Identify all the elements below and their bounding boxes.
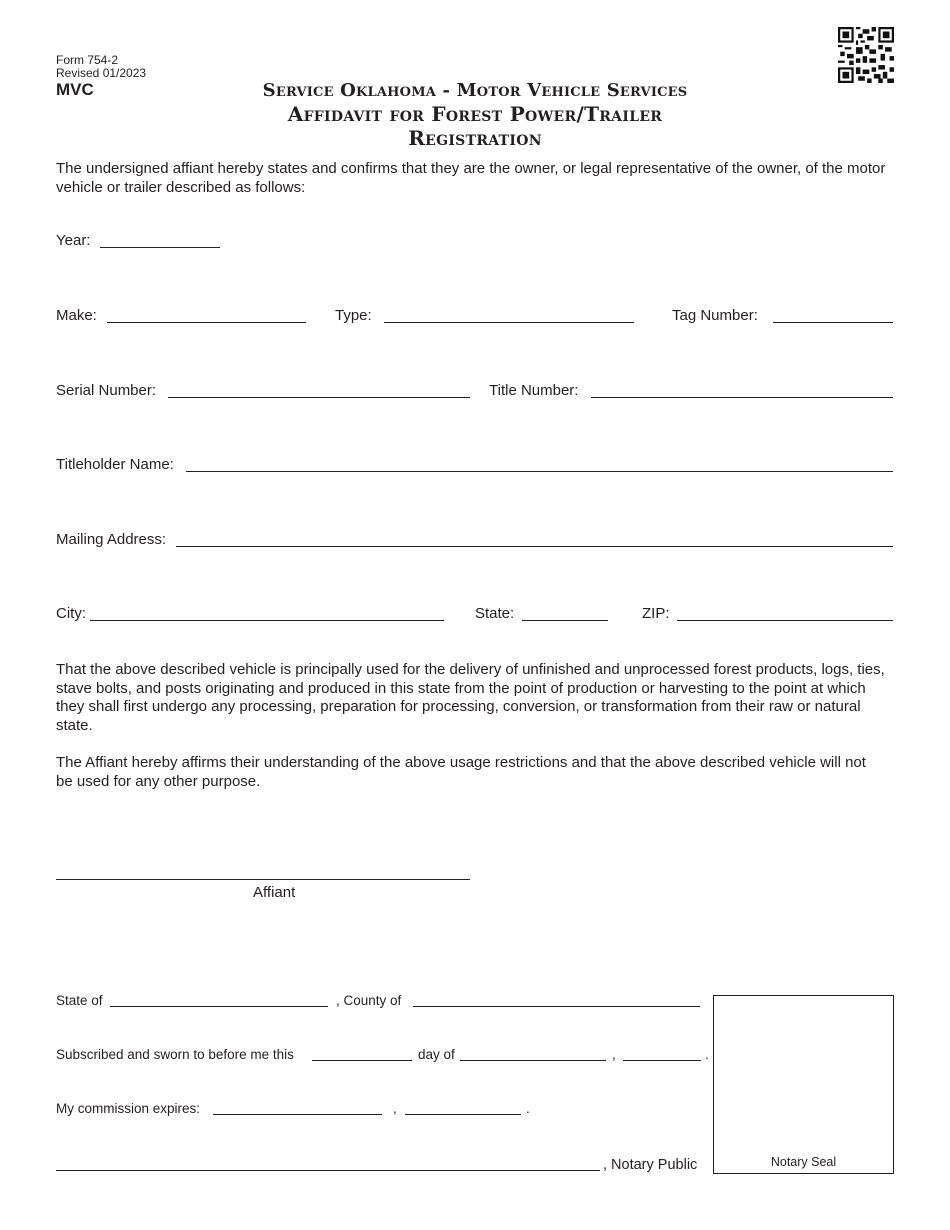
- subscribed-day-field[interactable]: [312, 1060, 412, 1061]
- city-label: City:: [56, 605, 86, 622]
- city-field[interactable]: [90, 620, 444, 621]
- year-label: Year:: [56, 232, 91, 249]
- subscribed-month-field[interactable]: [460, 1060, 606, 1061]
- intro-text: The undersigned affiant hereby states and confirms that they are the owner, or legal representative of the owner, of the motor vehicle or trailer described as follows:: [56, 160, 886, 196]
- affirmation-statement: The Affiant hereby affirms their understanding of the above usage restrictions and that the above described vehicle will not be used for any other purpose.: [56, 754, 866, 790]
- state-of-label: State of: [56, 993, 103, 1008]
- tag-number-field[interactable]: [773, 322, 893, 323]
- zip-label: ZIP:: [642, 605, 670, 622]
- agency-title: Service Oklahoma - Motor Vehicle Services: [262, 80, 688, 101]
- commission-expires-label: My commission expires:: [56, 1101, 201, 1116]
- commission-date-field[interactable]: [213, 1114, 382, 1115]
- subscribed-label: Subscribed and sworn to before me this: [56, 1047, 294, 1062]
- titleholder-name-field[interactable]: [186, 471, 893, 472]
- subscribed-comma: ,: [612, 1047, 616, 1062]
- state-label: State:: [475, 605, 515, 622]
- county-of-label: , County of: [336, 993, 402, 1008]
- notary-seal-box: [713, 995, 894, 1174]
- notary-seal-label: Notary Seal: [770, 1155, 837, 1169]
- qr-code-icon: [838, 27, 894, 83]
- notary-signature-line[interactable]: [56, 1170, 600, 1171]
- form-title-line2: Registration: [408, 126, 542, 150]
- type-field[interactable]: [384, 322, 634, 323]
- make-label: Make:: [56, 307, 97, 324]
- type-label: Type:: [335, 307, 372, 324]
- commission-year-field[interactable]: [405, 1114, 521, 1115]
- make-field[interactable]: [107, 322, 306, 323]
- usage-statement: That the above described vehicle is principally used for the delivery of unfinished and unprocessed forest products, logs, ties, stave bolts, and posts originating and produced in this state from the point of production or harvesting to the point at which they shall first undergo any processing, preparation for processing, conversion, or transformation from their raw or natural state.: [56, 661, 885, 734]
- commission-period: .: [526, 1101, 530, 1116]
- affiant-label: Affiant: [253, 884, 296, 901]
- division-code: MVC: [56, 80, 94, 99]
- affiant-signature-line[interactable]: [56, 879, 470, 880]
- year-field[interactable]: [100, 247, 220, 248]
- notary-county-field[interactable]: [413, 1006, 700, 1007]
- form-number: Form 754-2: [56, 53, 119, 67]
- mailing-address-field[interactable]: [176, 546, 893, 547]
- title-number-field[interactable]: [591, 397, 893, 398]
- notary-public-label: , Notary Public: [603, 1157, 698, 1173]
- titleholder-name-label: Titleholder Name:: [56, 456, 174, 473]
- day-of-label: day of: [418, 1047, 455, 1062]
- zip-field[interactable]: [677, 620, 893, 621]
- title-number-label: Title Number:: [489, 382, 579, 399]
- notary-state-field[interactable]: [110, 1006, 328, 1007]
- serial-number-label: Serial Number:: [56, 382, 157, 399]
- state-field[interactable]: [522, 620, 608, 621]
- revised-date: Revised 01/2023: [56, 66, 147, 80]
- subscribed-period: .: [705, 1047, 709, 1062]
- serial-number-field[interactable]: [168, 397, 470, 398]
- commission-comma: ,: [393, 1101, 397, 1116]
- tag-number-label: Tag Number:: [672, 307, 758, 324]
- form-title-line1: Affidavit for Forest Power/Trailer: [287, 102, 663, 126]
- subscribed-year-field[interactable]: [623, 1060, 701, 1061]
- mailing-address-label: Mailing Address:: [56, 531, 167, 548]
